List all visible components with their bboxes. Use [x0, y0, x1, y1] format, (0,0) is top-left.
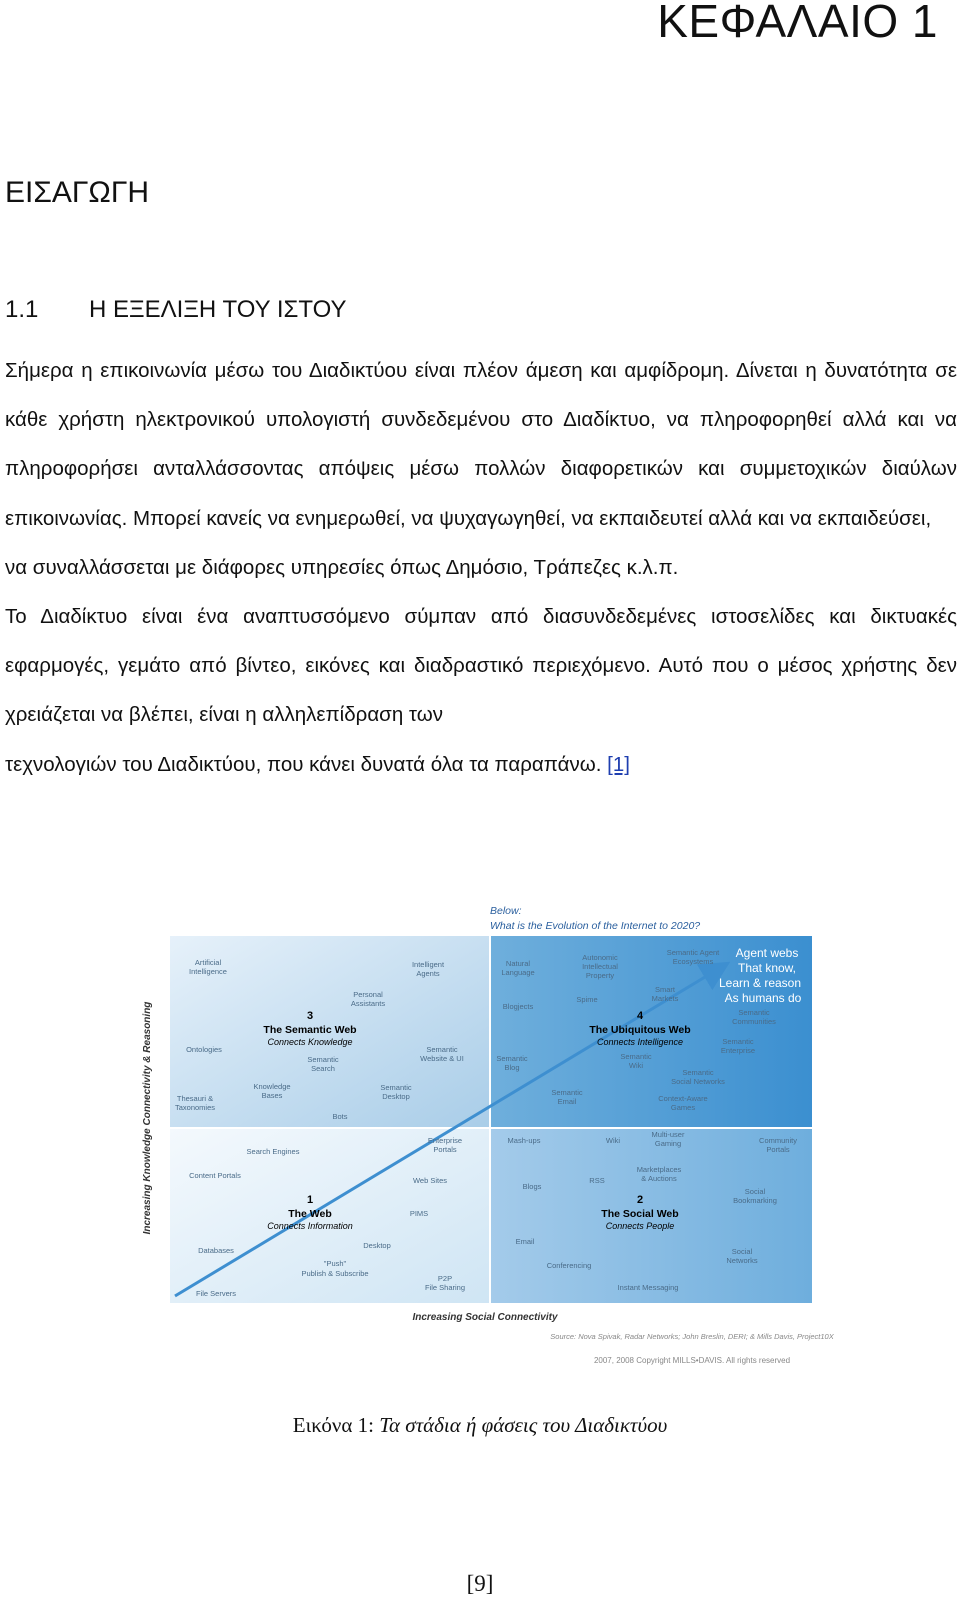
- term-label: P2P: [437, 1274, 453, 1283]
- caption-label: Εικόνα 1:: [292, 1413, 374, 1437]
- term-label: Semantic: [496, 1054, 528, 1063]
- term-label: Blogs: [522, 1182, 542, 1191]
- term-label: Intelligence: [189, 967, 227, 976]
- term-label: Enterprise: [427, 1136, 463, 1145]
- term-label: Web Sites: [412, 1176, 448, 1185]
- term-label: Search: [311, 1064, 335, 1073]
- quadrant-2-subtitle: Connects People: [605, 1221, 675, 1231]
- quadrant-1-title: The Web: [288, 1208, 332, 1220]
- term-label: Assistants: [350, 999, 386, 1008]
- term-label: Natural: [505, 959, 531, 968]
- term-label: Semantic: [722, 1037, 754, 1046]
- quadrant-3-title: The Semantic Web: [263, 1024, 357, 1036]
- term-label: Social Networks: [671, 1077, 725, 1086]
- term-label: Agents: [416, 969, 440, 978]
- text-line: να συναλλάσσεται με διάφορες υπηρεσίες όπως Δημόσιο, Τράπεζες κ.λ.π.: [5, 555, 679, 579]
- term-label: "Push": [323, 1259, 347, 1268]
- term-label: Desktop: [363, 1241, 391, 1250]
- term-label: Content Portals: [189, 1171, 241, 1180]
- term-label: Knowledge: [253, 1082, 291, 1091]
- term-label: Blogjects: [502, 1002, 534, 1011]
- quadrant-3-subtitle: Connects Knowledge: [267, 1037, 353, 1047]
- paragraph-1: [5, 346, 957, 543]
- text-line: κανείς να ενημερωθεί, να ψυχαγωγηθεί, να εκπαιδευτεί αλλά και να εκπαιδεύσει,: [206, 506, 932, 530]
- quadrant-4-title: The Ubiquitous Web: [589, 1024, 691, 1036]
- term-label: Semantic: [380, 1083, 412, 1092]
- figure-copyright: 2007, 2008 Copyright MILLS•DAVIS. All rights reserved: [593, 1356, 791, 1365]
- term-label: Portals: [766, 1145, 790, 1154]
- y-axis-label: Increasing Knowledge Connectivity & Reasoning: [142, 1001, 153, 1235]
- term-label: Language: [501, 968, 535, 977]
- body-text: [5, 346, 957, 789]
- term-label: Taxonomies: [174, 1103, 216, 1112]
- term-label: Website & UI: [420, 1054, 464, 1063]
- term-label: Property: [585, 971, 615, 980]
- term-label: Semantic: [307, 1055, 339, 1064]
- term-label: Context-Aware: [658, 1094, 708, 1103]
- term-label: Smart: [654, 985, 676, 994]
- term-label: Markets: [651, 994, 679, 1003]
- reference-link[interactable]: [1]: [607, 752, 630, 776]
- callout-line: That know,: [737, 961, 797, 975]
- term-label: Personal: [353, 990, 383, 999]
- term-label: Semantic: [682, 1068, 714, 1077]
- evolution-figure: [120, 905, 834, 1378]
- evolution-question: What is the Evolution of the Internet to 2020?: [490, 920, 701, 932]
- caption-text: Τα στάδια ή φάσεις του Διαδικτύου: [379, 1413, 668, 1437]
- text-line: Το Διαδίκτυο είναι ένα αναπτυσσόμενο σύμπαν από διασυνδεδεμένες ιστοσελίδες: [5, 605, 815, 629]
- quadrant-2-number: 2: [636, 1194, 644, 1206]
- paragraph-1-end: [5, 543, 957, 592]
- text-line: Διαδίκτυο, να πληροφορηθεί αλλά και να πληροφορήσει ανταλλάσσοντας απόψεις: [5, 408, 957, 481]
- term-label: Social: [731, 1247, 753, 1256]
- chapter-title: ΚΕΦΑΛΑΙΟ 1: [657, 0, 938, 47]
- term-label: Email: [515, 1237, 535, 1246]
- term-label: Desktop: [382, 1092, 410, 1101]
- text-line: τεχνολογιών του Διαδικτύου, που κάνει δυνατά όλα τα παραπάνω.: [5, 752, 602, 776]
- callout-line: As humans do: [724, 991, 802, 1005]
- figure-caption: [0, 1413, 960, 1438]
- term-label: Ontologies: [186, 1045, 222, 1054]
- text-line: Αυτό που ο μέσος χρήστης δεν χρειάζεται να βλέπει, είναι η αλληλεπίδραση των: [5, 654, 957, 727]
- term-label: Semantic: [551, 1088, 583, 1097]
- term-label: Databases: [198, 1246, 234, 1255]
- term-label: Intellectual: [582, 962, 618, 971]
- figure-source: Source: Nova Spivak, Radar Networks; John Breslin, DERI; & Mills Davis, Project10X: [550, 1332, 834, 1341]
- term-label: Semantic: [738, 1008, 770, 1017]
- term-label: Wiki: [628, 1061, 644, 1070]
- quadrant-4-subtitle: Connects Intelligence: [596, 1037, 684, 1047]
- section-title: Η ΕΞΕΛΙΞΗ ΤΟΥ ΙΣΤΟΥ: [89, 296, 347, 323]
- term-label: Enterprise: [720, 1046, 756, 1055]
- term-label: Semantic Agent: [666, 948, 720, 957]
- term-label: Semantic: [620, 1052, 652, 1061]
- term-label: Instant Messaging: [617, 1283, 679, 1292]
- term-label: Bots: [332, 1112, 348, 1121]
- term-label: Community: [759, 1136, 797, 1145]
- term-label: Communities: [732, 1017, 776, 1026]
- text-line: Σήμερα η επικοινωνία μέσω του Διαδικτύου είναι πλέον άμεση και αμφίδρομη.: [5, 359, 730, 382]
- term-label: Wiki: [605, 1136, 621, 1145]
- below-label: Below:: [490, 905, 522, 917]
- term-label: Games: [670, 1103, 696, 1112]
- x-axis-label: Increasing Social Connectivity: [412, 1312, 558, 1323]
- term-label: File Sharing: [424, 1283, 466, 1292]
- term-label: Publish & Subscribe: [301, 1269, 369, 1278]
- term-label: Bookmarking: [733, 1196, 777, 1205]
- term-label: Artificial: [194, 958, 222, 967]
- term-label: Portals: [433, 1145, 457, 1154]
- term-label: Intelligent: [411, 960, 445, 969]
- term-label: Mash-ups: [507, 1136, 541, 1145]
- paragraph-2-end: [5, 740, 957, 789]
- page-number: [9]: [466, 1571, 494, 1596]
- term-label: Multi-user: [651, 1130, 685, 1139]
- evolution-diagram: [120, 905, 834, 1378]
- term-label: Bases: [261, 1091, 283, 1100]
- quadrant-1-subtitle: Connects Information: [267, 1221, 353, 1231]
- term-label: PIMS: [409, 1209, 429, 1218]
- term-label: Semantic: [426, 1045, 458, 1054]
- term-label: Ecosystems: [672, 957, 714, 966]
- term-label: Conferencing: [546, 1261, 592, 1270]
- term-label: Search Engines: [246, 1147, 300, 1156]
- term-label: Autonomic: [582, 953, 618, 962]
- quadrant-2-title: The Social Web: [601, 1208, 679, 1220]
- term-label: RSS: [589, 1176, 605, 1185]
- term-label: Thesauri &: [176, 1094, 214, 1103]
- term-label: Networks: [726, 1256, 758, 1265]
- term-label: File Servers: [195, 1289, 237, 1298]
- term-label: Blog: [504, 1063, 520, 1072]
- intro-heading: ΕΙΣΑΓΩΓΗ: [5, 176, 150, 209]
- term-label: & Auctions: [641, 1174, 677, 1183]
- paragraph-2: [5, 592, 957, 740]
- quadrant-3-number: 3: [306, 1010, 314, 1022]
- term-label: Spime: [576, 995, 598, 1004]
- section-heading: [5, 296, 346, 324]
- term-label: Email: [557, 1097, 577, 1106]
- text-line: Δίνεται η δυνατότητα σε κάθε χρήστη ηλεκτρονικού υπολογιστή συνδεδεμένου στο: [5, 359, 957, 432]
- term-label: Marketplaces: [636, 1165, 682, 1174]
- callout-line: Agent webs: [735, 946, 799, 960]
- quadrant-1-number: 1: [306, 1194, 314, 1206]
- section-number: 1.1: [5, 296, 39, 323]
- quadrant-4-number: 4: [636, 1010, 644, 1022]
- term-label: Social: [744, 1187, 766, 1196]
- text-line: μέσω πολλών διαφορετικών και συμμετοχικών διαύλων επικοινωνίας. Μπορεί: [5, 457, 958, 530]
- text-line: και δικτυακές εφαρμογές, γεμάτο από βίντεο, εικόνες και διαδραστικό περιεχόμενο.: [5, 605, 958, 678]
- callout-line: Learn & reason: [718, 976, 802, 990]
- term-label: Gaming: [654, 1139, 682, 1148]
